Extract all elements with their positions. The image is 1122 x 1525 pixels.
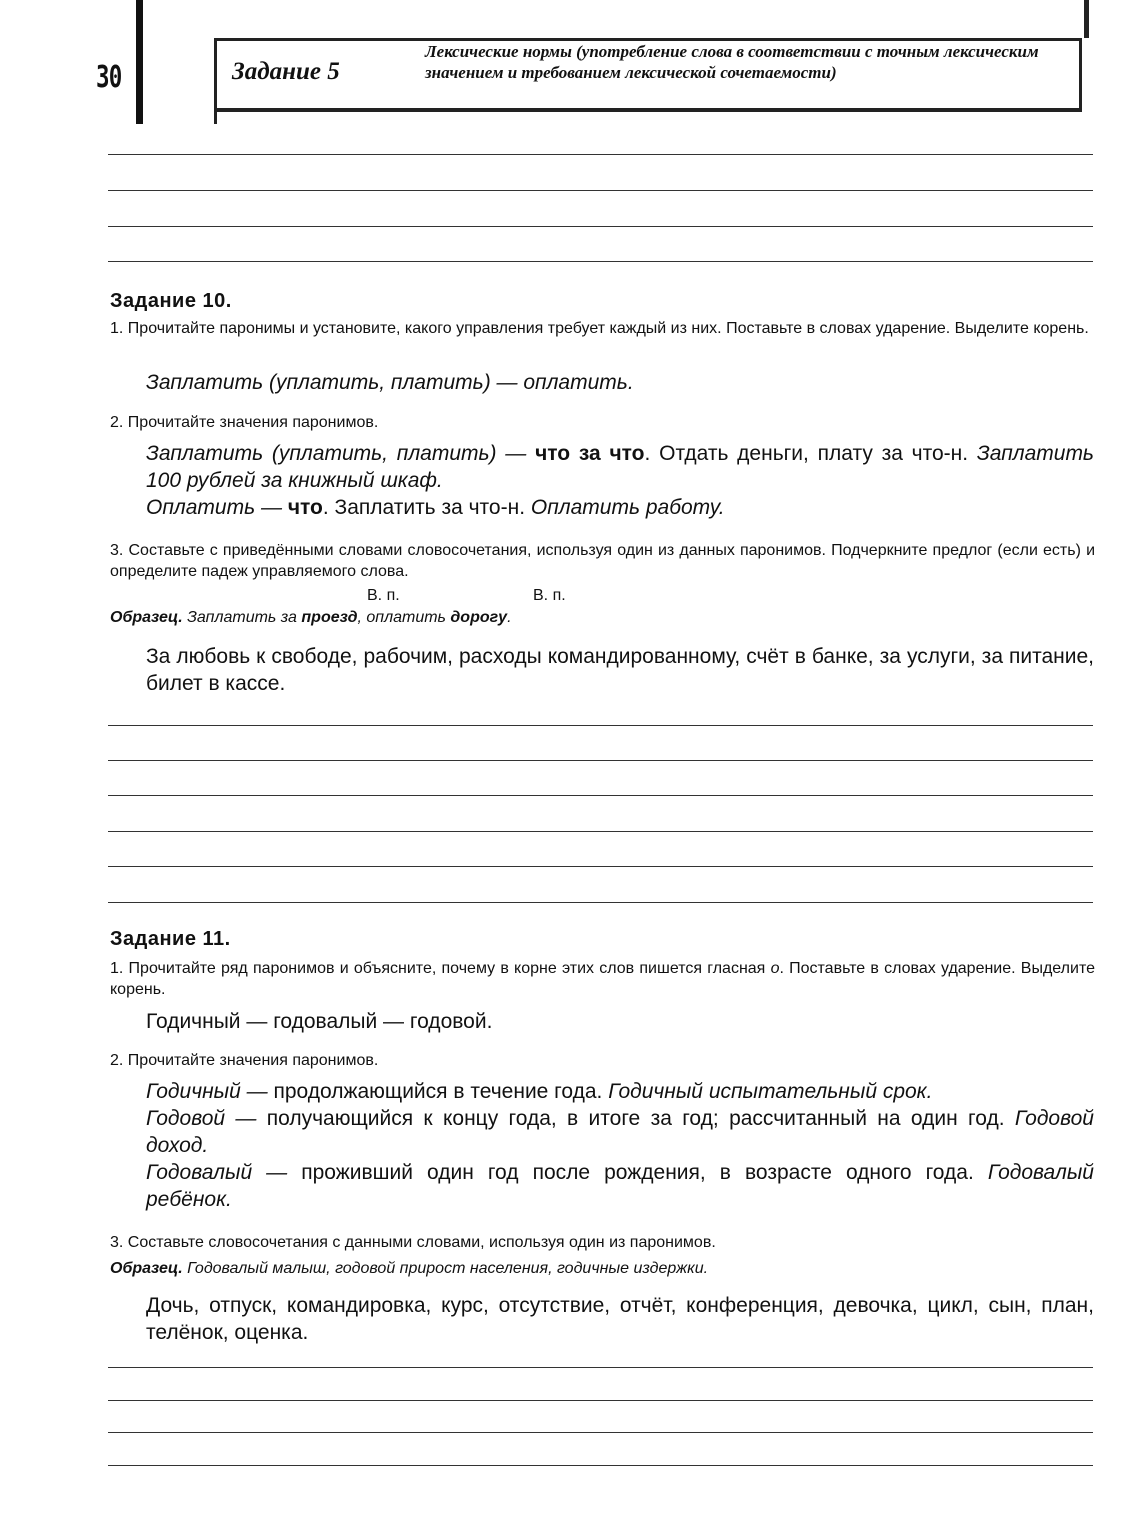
def-meaning: проживший один год после рождения, в возрасте одного года.	[301, 1161, 974, 1184]
task10-definition-1	[146, 440, 1094, 494]
def-example: Заплатить 100 рублей за книжный шкаф.	[146, 442, 1094, 492]
task11-sample	[110, 1258, 1095, 1279]
writing-line	[108, 760, 1093, 761]
sample-word: проезд	[301, 609, 358, 626]
task11-word-list: Дочь, отпуск, командировка, курс, отсутствие, отчёт, конференция, девочка, цикл, сын, план, телёнок, оценка.	[146, 1294, 1094, 1344]
sample-end: .	[507, 609, 512, 626]
task11-instruction-3: 3. Составьте словосочетания с данными словами, используя один из паронимов.	[110, 1234, 716, 1251]
def-term: Годовалый —	[146, 1161, 288, 1184]
writing-line	[108, 261, 1093, 262]
writing-line	[108, 226, 1093, 227]
task11-definition-2	[146, 1105, 1094, 1159]
def-government: что	[287, 496, 323, 519]
def-example: Годичный испытательный срок.	[608, 1080, 933, 1103]
writing-line	[108, 1400, 1093, 1401]
def-example: Годовой доход.	[146, 1107, 1094, 1157]
def-meaning: получающийся к концу года, в итоге за год; рассчитанный на один год.	[266, 1107, 1005, 1130]
header-box-tail	[214, 112, 217, 124]
sample-label: Образец.	[110, 609, 183, 626]
writing-line	[108, 866, 1093, 867]
case-mark-1: В. п.	[367, 587, 400, 604]
task10-instruction-2: 2. Прочитайте значения паронимов.	[110, 414, 379, 431]
task11-title: Задание 11.	[110, 928, 231, 950]
instruction-text: 1. Прочитайте ряд паронимов и объясните, почему в корне этих слов пишется гласная	[110, 960, 766, 977]
def-term: Годичный —	[146, 1080, 268, 1103]
writing-line	[108, 831, 1093, 832]
writing-line	[108, 1432, 1093, 1433]
def-example: Оплатить работу.	[530, 496, 725, 519]
task10-instruction-1: 1. Прочитайте паронимы и установите, какого управления требует каждый из них. Поставьте в словах ударение. Выделите корень.	[110, 320, 1089, 337]
header-task-label: Задание 5	[232, 58, 340, 85]
instruction-text: . Поставьте в словах ударение. Выделите корень.	[110, 960, 1095, 998]
sample-text: Заплатить за	[187, 609, 297, 626]
header-left-bar	[136, 0, 143, 124]
writing-line	[108, 1367, 1093, 1368]
task10-sample	[110, 607, 1095, 628]
header-box-top-frame	[214, 0, 1089, 38]
task10-instruction-3: 3. Составьте с приведёнными словами словосочетания, используя один из данных паронимов. Подчеркните предлог (если есть) и определите падеж управляемого слова.	[110, 542, 1095, 580]
task10-title: Задание 10.	[110, 290, 232, 312]
header-task-description: Лексические нормы (употребление слова в соответствии с точным лексическим значением и требованием лексической сочетаемости)	[425, 42, 1039, 82]
task11-instruction-1	[110, 958, 1095, 1000]
def-example: Годовалый ребёнок.	[146, 1161, 1094, 1211]
sample-text: , оплатить	[357, 609, 446, 626]
def-meaning: продолжающийся в течение года.	[273, 1080, 603, 1103]
task11-paronyms: Годичный — годовалый — годовой.	[146, 1010, 493, 1033]
writing-line	[108, 725, 1093, 726]
page-number: 30	[96, 60, 122, 95]
task11-definition-1	[146, 1078, 1094, 1105]
writing-line	[108, 190, 1093, 191]
task11-definition-3	[146, 1159, 1094, 1213]
task10-paronyms: Заплатить (уплатить, платить) — оплатить.	[146, 371, 634, 394]
case-mark-2: В. п.	[533, 587, 566, 604]
writing-line	[108, 154, 1093, 155]
instruction-vowel: о	[770, 960, 780, 977]
task11-instruction-2: 2. Прочитайте значения паронимов.	[110, 1052, 379, 1069]
writing-line	[108, 795, 1093, 796]
def-meaning: . Отдать деньги, плату за что-н.	[644, 442, 969, 465]
def-government: что за что	[535, 442, 645, 465]
def-meaning: . Заплатить за что-н.	[322, 496, 526, 519]
def-term: Заплатить (уплатить, платить) —	[146, 442, 527, 465]
def-term: Годовой —	[146, 1107, 257, 1130]
writing-line	[108, 902, 1093, 903]
sample-text: Годовалый малыш, годовой прирост населения, годичные издержки.	[187, 1260, 709, 1277]
writing-line	[108, 1465, 1093, 1466]
task10-word-list: За любовь к свободе, рабочим, расходы командированному, счёт в банке, за услуги, за питание, билет в кассе.	[146, 645, 1094, 695]
task10-definition-2	[146, 494, 1094, 521]
sample-label: Образец.	[110, 1260, 183, 1277]
sample-word: дорогу	[450, 609, 508, 626]
def-term: Оплатить —	[146, 496, 282, 519]
